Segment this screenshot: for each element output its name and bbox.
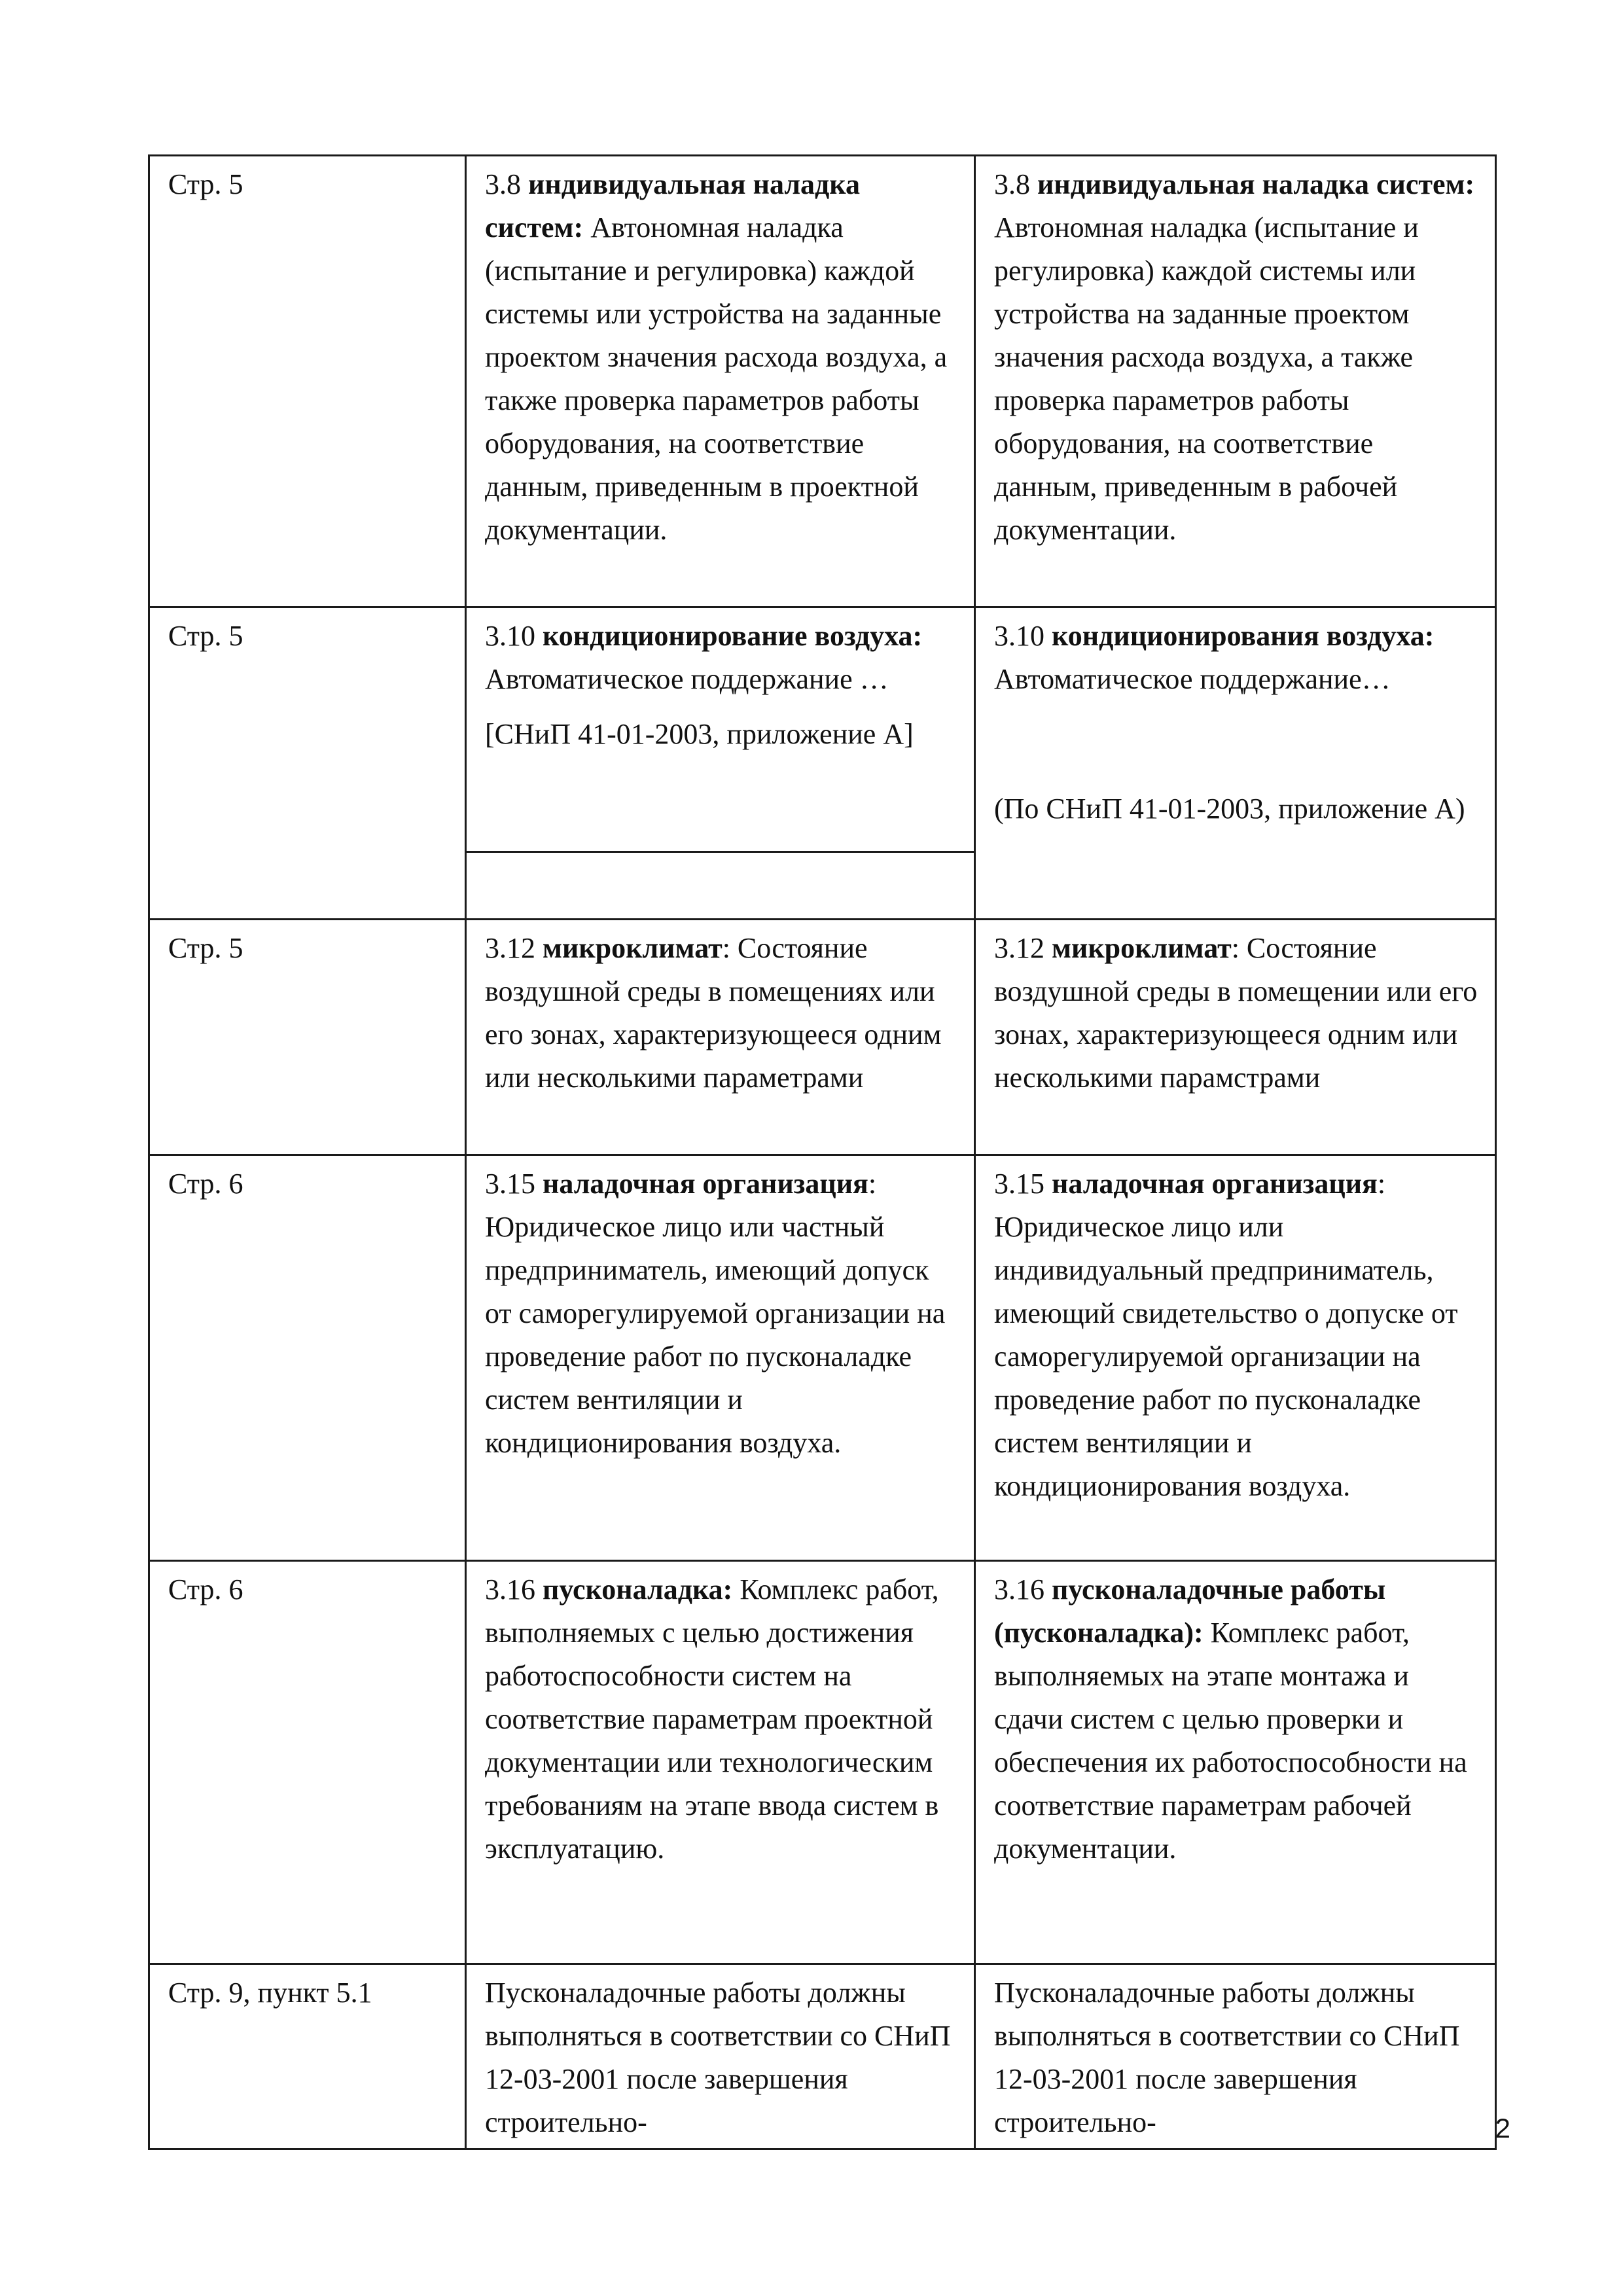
clause-number: 3.10 <box>994 620 1044 652</box>
page-ref-cell: Стр. 6 <box>149 1155 466 1561</box>
clause-term: микроклимат <box>1052 932 1232 964</box>
clause-text: : Юридическое лицо или частный предприниматель, имеющий допуск от саморегулируемой организации на проведение работ по пусконаладке систем вентиляции и кондиционирования воздуха. <box>485 1168 946 1459</box>
old-text-cell <box>466 607 975 920</box>
new-text-cell <box>975 607 1496 920</box>
table-row <box>149 607 1496 920</box>
table-row <box>149 156 1496 607</box>
table-row <box>149 1155 1496 1561</box>
new-text-cell <box>975 1561 1496 1964</box>
clause-number: 3.12 <box>485 932 535 964</box>
clause-number: 3.16 <box>994 1573 1044 1605</box>
comparison-table <box>148 154 1497 2150</box>
page-ref-cell: Стр. 5 <box>149 920 466 1155</box>
old-text-cell <box>466 156 975 607</box>
spacer <box>994 701 1482 787</box>
clause-number: 3.10 <box>485 620 535 652</box>
table-row <box>149 920 1496 1155</box>
clause-term: индивидуальная наладка систем: <box>1037 168 1475 200</box>
clause-number: 3.15 <box>485 1168 535 1200</box>
clause-term: кондиционирование воздуха: <box>543 620 923 652</box>
clause-term: пусконаладка: <box>543 1573 733 1605</box>
page-ref-cell: Стр. 9, пункт 5.1 <box>149 1964 466 2149</box>
clause-term: кондиционирования воздуха: <box>1052 620 1435 652</box>
table-row <box>149 1964 1496 2149</box>
old-text-cell <box>466 920 975 1155</box>
clause-text: : Юридическое лицо или индивидуальный предприниматель, имеющий свидетельство о допуске от саморегулируемой организации на проведение работ по пусконаладке систем вентиляции и кондиционирования воздуха. <box>994 1168 1458 1502</box>
clause-text: Автономная наладка (испытание и регулировка) каждой системы или устройства на заданные проектом значения расхода воздуха, а также проверка параметров работы оборудования, на соответствие данным, приведенным в проектной документации. <box>485 211 948 546</box>
clause-text: Комплекс работ, выполняемых с целью достижения работоспособности систем на соответствие параметрам проектной документации или технологическим требованиям на этапе ввода систем в эксплуатацию. <box>485 1573 939 1865</box>
old-text-cell: Пусконаладочные работы должны выполняться в соответствии со СНиП 12-03-2001 после завершения строительно- <box>466 1964 975 2149</box>
clause-term: пусконаладочные работы (пусконаладка): <box>994 1573 1386 1649</box>
clause-text: : Состояние воздушной среды в помещении или его зонах, характеризующееся одним или несколькими парамстрами <box>994 932 1478 1094</box>
clause-text: Комплекс работ, выполняемых на этапе монтажа и сдачи систем с целью проверки и обеспечения их работоспособности на соответствие параметрам рабочей документации. <box>994 1617 1467 1865</box>
new-text-cell <box>975 1155 1496 1561</box>
clause-term: индивидуальная наладка систем: <box>485 168 860 243</box>
clause-text: : Состояние воздушной среды в помещениях или его зонах, характеризующееся одним или несколькими параметрами <box>485 932 942 1094</box>
page-ref-cell: Стр. 5 <box>149 156 466 607</box>
source-reference: (По СНиП 41-01-2003, приложение А) <box>994 793 1465 825</box>
table-row <box>149 1561 1496 1964</box>
source-reference: [СНиП 41-01-2003, приложение А] <box>485 718 914 750</box>
clause-text: Автоматическое поддержание … <box>485 663 889 695</box>
page-number: 2 <box>1495 2113 1510 2144</box>
clause-number: 3.12 <box>994 932 1044 964</box>
clause-text: Автономная наладка (испытание и регулировка) каждой системы или устройства на заданные проектом значения расхода воздуха, а также проверка параметров работы оборудования, на соответствие данным, приведенным в рабочей документации. <box>994 211 1419 546</box>
old-text-cell <box>466 1155 975 1561</box>
empty-subcell <box>467 853 974 918</box>
new-text-cell: Пусконаладочные работы должны выполняться в соответствии со СНиП 12-03-2001 после завершения строительно- <box>975 1964 1496 2149</box>
clause-number: 3.16 <box>485 1573 535 1605</box>
old-text-cell <box>466 1561 975 1964</box>
page-ref-cell: Стр. 6 <box>149 1561 466 1964</box>
clause-term: микроклимат <box>543 932 722 964</box>
new-text-cell <box>975 920 1496 1155</box>
old-text-subcell <box>467 608 974 853</box>
clause-number: 3.15 <box>994 1168 1044 1200</box>
clause-number: 3.8 <box>485 168 521 200</box>
page-ref-cell: Стр. 5 <box>149 607 466 920</box>
clause-term: наладочная организация <box>1052 1168 1378 1200</box>
new-text-cell <box>975 156 1496 607</box>
clause-number: 3.8 <box>994 168 1030 200</box>
clause-term: наладочная организация <box>543 1168 868 1200</box>
clause-text: Автоматическое поддержание… <box>994 663 1391 695</box>
